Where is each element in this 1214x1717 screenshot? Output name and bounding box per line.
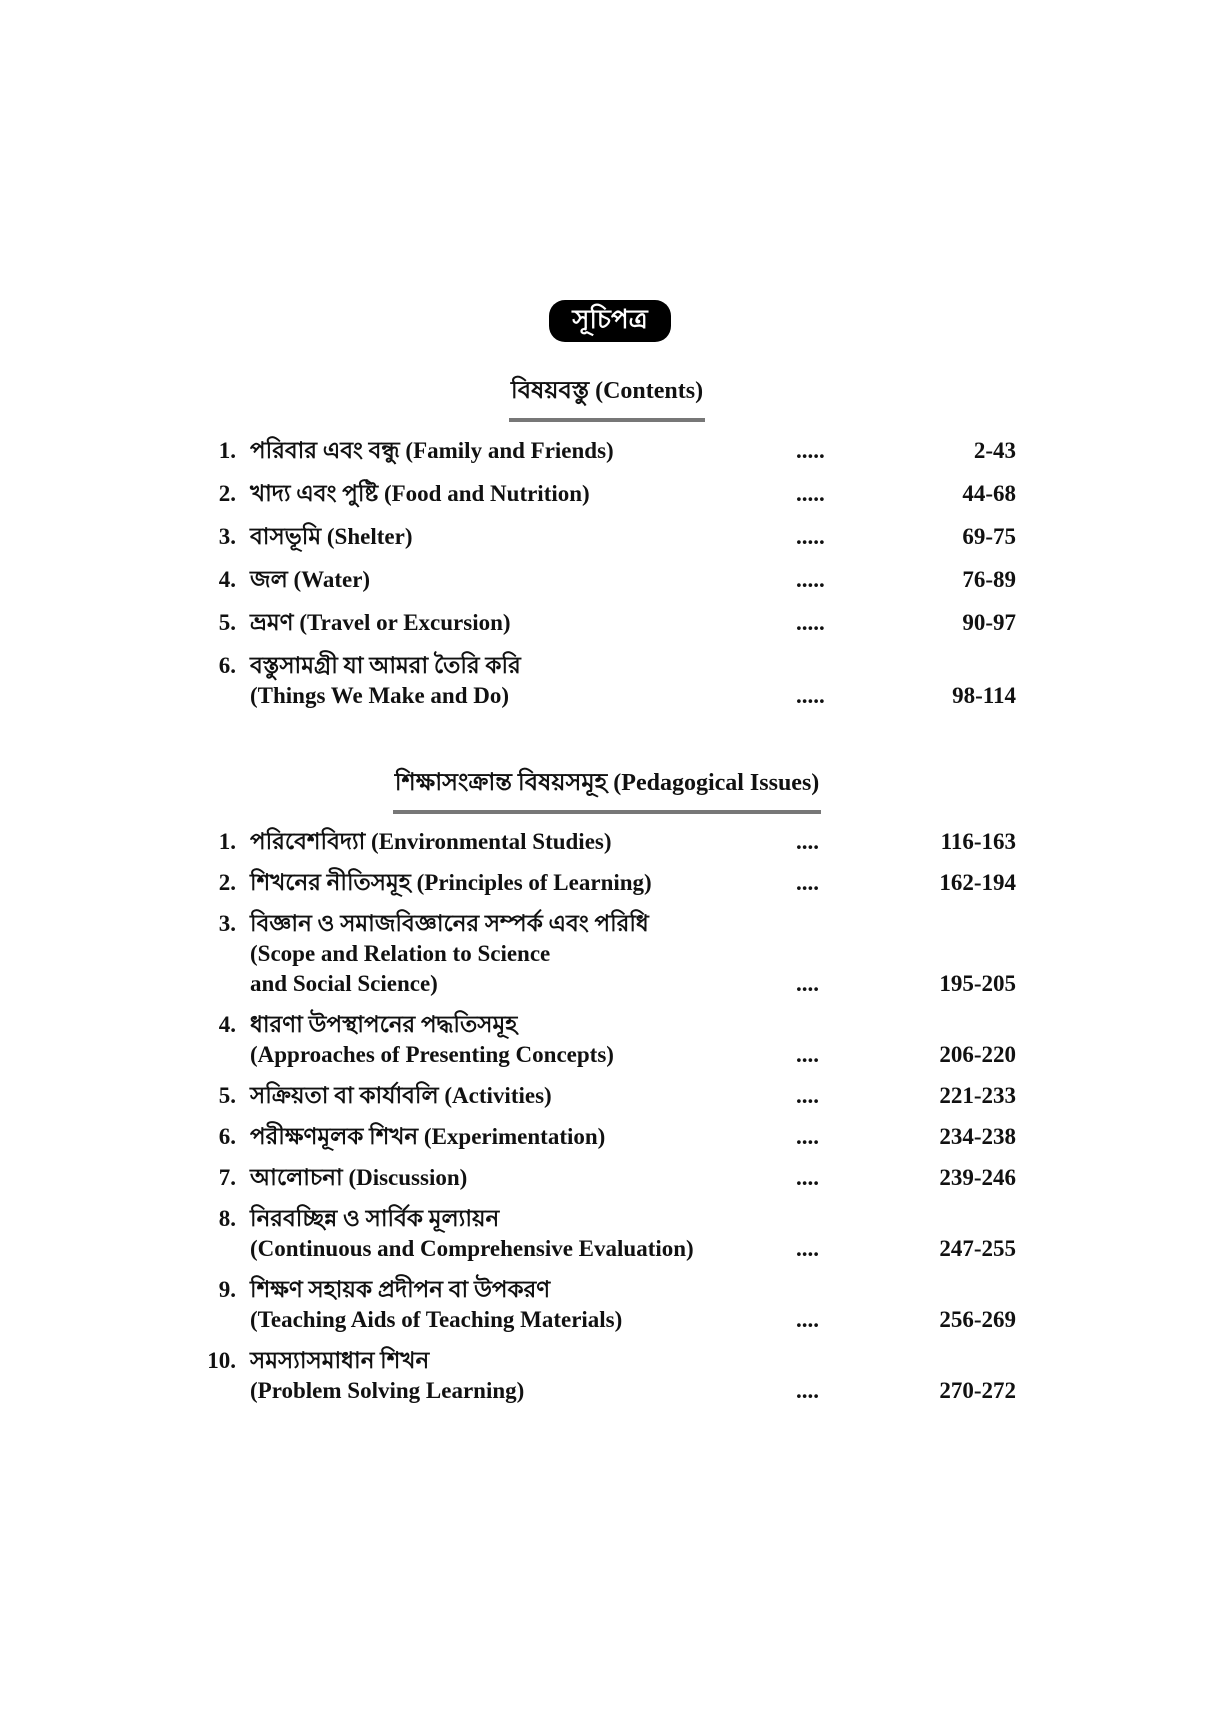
toc-entry — [200, 1275, 1016, 1335]
leader-dots: .... — [796, 1083, 819, 1108]
entry-title-line: বিজ্ঞান ও সমাজবিজ্ঞানের সম্পর্ক এবং পরিধি — [250, 911, 649, 936]
entry-title — [250, 1081, 796, 1111]
entry-number: 1. — [218, 438, 236, 463]
leader-dots: .... — [796, 1236, 819, 1261]
toc-entry — [200, 651, 1016, 711]
entry-title — [250, 1010, 796, 1070]
entry-title-line: পরিবেশবিদ্যা (Environmental Studies) — [250, 829, 612, 854]
leader-dots: .... — [796, 971, 819, 996]
section-heading-text: শিক্ষাসংক্রান্ত বিষয়সমূহ (Pedagogical Issues) — [393, 764, 822, 814]
entry-pages: 247-255 — [939, 1236, 1016, 1261]
entry-pages: 98-114 — [952, 683, 1016, 708]
entry-number: 6. — [218, 653, 236, 678]
leader-dots: ..... — [796, 481, 825, 506]
leader-dots: .... — [796, 1165, 819, 1190]
leader-dots: ..... — [796, 683, 825, 708]
entry-number: 8. — [218, 1206, 236, 1231]
entry-pages: 69-75 — [962, 524, 1016, 549]
toc-entry — [200, 868, 1016, 898]
entry-title-line: (Things We Make and Do) — [250, 683, 510, 708]
entry-title-line: ধারণা উপস্থাপনের পদ্ধতিসমূহ — [250, 1012, 518, 1037]
leader-dots: ..... — [796, 610, 825, 635]
entry-title-line: (Scope and Relation to Science — [250, 941, 551, 966]
leader-dots: .... — [796, 1124, 819, 1149]
entry-title-line: খাদ্য এবং পুষ্টি (Food and Nutrition) — [250, 481, 590, 506]
entry-number: 5. — [218, 610, 236, 635]
entry-number: 4. — [218, 567, 236, 592]
entry-number: 10. — [207, 1348, 236, 1373]
entry-title — [250, 909, 796, 999]
toc-entry — [200, 827, 1016, 857]
entry-title — [250, 522, 796, 552]
toc-entry — [200, 608, 1016, 638]
toc-entry — [200, 1163, 1016, 1193]
entry-pages: 206-220 — [939, 1042, 1016, 1067]
entry-title — [250, 1163, 796, 1193]
entry-pages: 116-163 — [940, 829, 1016, 854]
entry-pages: 234-238 — [939, 1124, 1016, 1149]
entry-pages: 239-246 — [939, 1165, 1016, 1190]
entry-number: 2. — [218, 870, 236, 895]
toc-entry — [200, 1081, 1016, 1111]
toc-entry — [200, 479, 1016, 509]
entry-title — [250, 436, 796, 466]
toc-entry — [200, 1122, 1016, 1152]
entry-number: 7. — [218, 1165, 236, 1190]
entry-title-line: জল (Water) — [250, 567, 371, 592]
toc-entry — [200, 1346, 1016, 1406]
toc-entry — [200, 1010, 1016, 1070]
entry-number: 3. — [218, 911, 236, 936]
entry-title-line: and Social Science) — [250, 971, 438, 996]
entry-title — [250, 1122, 796, 1152]
entry-title-line: শিক্ষণ সহায়ক প্রদীপন বা উপকরণ — [250, 1277, 551, 1302]
toc-entry — [200, 909, 1016, 999]
entry-number: 2. — [218, 481, 236, 506]
entry-title-line: (Problem Solving Learning) — [250, 1378, 525, 1403]
entry-pages: 90-97 — [962, 610, 1016, 635]
leader-dots: .... — [796, 1042, 819, 1067]
toc-entry — [200, 565, 1016, 595]
entry-number: 5. — [218, 1083, 236, 1108]
toc-entry — [200, 1204, 1016, 1264]
entry-title-line: সমস্যাসমাধান শিখন — [250, 1348, 430, 1373]
entry-title-line: (Continuous and Comprehensive Evaluation) — [250, 1236, 694, 1261]
entry-pages: 270-272 — [939, 1378, 1016, 1403]
leader-dots: ..... — [796, 524, 825, 549]
entry-pages: 162-194 — [939, 870, 1016, 895]
entry-title-line: (Approaches of Presenting Concepts) — [250, 1042, 614, 1067]
toc-entry — [200, 436, 1016, 466]
entry-number: 1. — [218, 829, 236, 854]
entry-title — [250, 565, 796, 595]
entry-title-line: নিরবচ্ছিন্ন ও সার্বিক মূল্যায়ন — [250, 1206, 500, 1231]
leader-dots: .... — [796, 1307, 819, 1332]
entry-number: 9. — [218, 1277, 236, 1302]
entry-title — [250, 1275, 796, 1335]
entry-pages: 2-43 — [973, 438, 1016, 463]
section-heading-pedagogical — [0, 764, 1214, 814]
section-heading-contents — [0, 372, 1214, 422]
entry-title-line: আলোচনা (Discussion) — [250, 1165, 468, 1190]
entry-pages: 221-233 — [939, 1083, 1016, 1108]
entry-title — [250, 479, 796, 509]
entry-title — [250, 1346, 796, 1406]
pedagogical-list — [200, 827, 1016, 1417]
entry-title-line: (Teaching Aids of Teaching Materials) — [250, 1307, 623, 1332]
entry-number: 4. — [218, 1012, 236, 1037]
entry-pages: 44-68 — [962, 481, 1016, 506]
entry-number: 3. — [218, 524, 236, 549]
leader-dots: .... — [796, 870, 819, 895]
entry-pages: 195-205 — [939, 971, 1016, 996]
entry-title-line: ভ্রমণ (Travel or Excursion) — [250, 610, 511, 635]
entry-title — [250, 868, 796, 898]
entry-title — [250, 827, 796, 857]
leader-dots: .... — [796, 1378, 819, 1403]
entry-title-line: শিখনের নীতিসমূহ (Principles of Learning) — [250, 870, 652, 895]
leader-dots: ..... — [796, 567, 825, 592]
toc-entry — [200, 522, 1016, 552]
entry-title — [250, 608, 796, 638]
entry-title-line: সক্রিয়তা বা কার্যাবলি (Activities) — [250, 1083, 552, 1108]
page-title-badge: সূচিপত্র — [549, 300, 671, 342]
entry-title — [250, 651, 796, 711]
entry-title-line: পরিবার এবং বন্ধু (Family and Friends) — [250, 438, 614, 463]
entry-title-line: পরীক্ষণমূলক শিখন (Experimentation) — [250, 1124, 606, 1149]
entry-number: 6. — [218, 1124, 236, 1149]
contents-list — [200, 436, 1016, 724]
entry-pages: 76-89 — [962, 567, 1016, 592]
leader-dots: .... — [796, 829, 819, 854]
leader-dots: ..... — [796, 438, 825, 463]
entry-title-line: বাসভূমি (Shelter) — [250, 524, 413, 549]
entry-pages: 256-269 — [939, 1307, 1016, 1332]
entry-title-line: বস্তুসামগ্রী যা আমরা তৈরি করি — [250, 653, 521, 678]
entry-title — [250, 1204, 796, 1264]
section-heading-text: বিষয়বস্তু (Contents) — [509, 372, 705, 422]
